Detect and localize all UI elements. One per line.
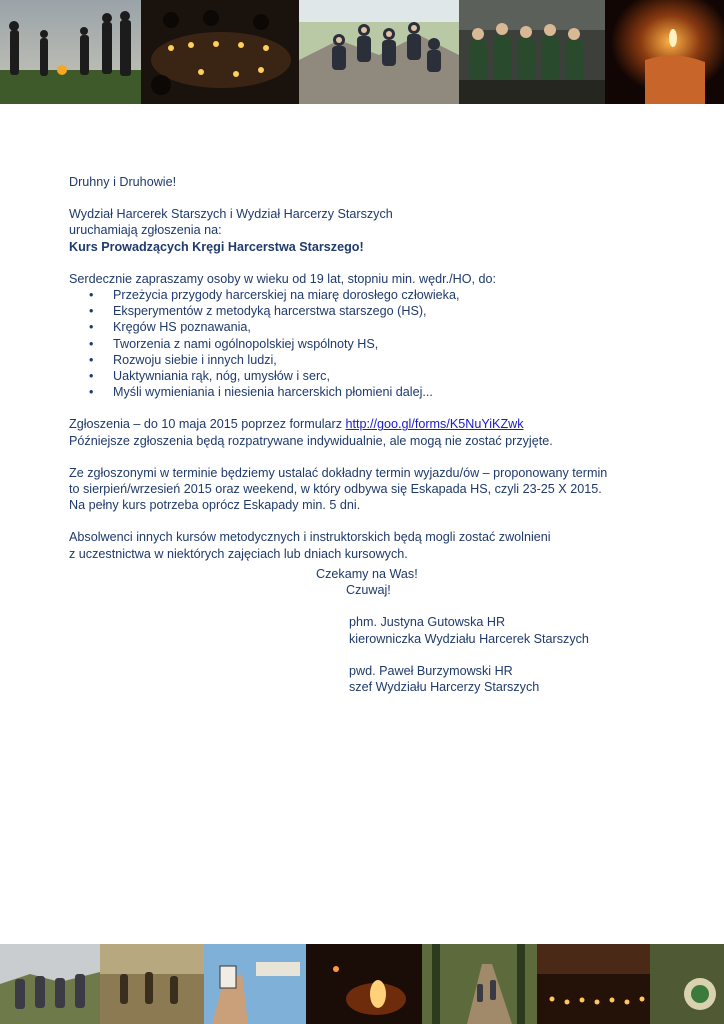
benefits-list	[69, 287, 669, 400]
list-item: • Myśli wymieniania i niesienia harcerskich płomieni dalej...	[69, 384, 669, 400]
schedule-line: Na pełny kurs potrzeba oprócz Eskapady min. 5 dni.	[69, 498, 361, 513]
graduates-line: Absolwenci innych kursów metodycznych i instruktorskich będą mogli zostać zwolnieni	[69, 530, 551, 545]
forest-path-photo	[422, 944, 537, 1024]
campfire-night-photo	[306, 944, 422, 1024]
deadline-paragraph	[69, 416, 669, 432]
form-link[interactable]: http://goo.gl/forms/K5NuYiKZwk	[345, 417, 524, 432]
top-photo-strip	[0, 0, 724, 104]
bottom-photo-strip	[0, 944, 724, 1024]
list-item: • Przeżycia przygody harcerskiej na miarę dorosłego człowieka,	[69, 287, 669, 303]
schedule-line: Ze zgłoszonymi w terminie będziemy ustalać dokładny termin wyjazdu/ów – proponowany termin	[69, 465, 608, 480]
late-note: Późniejsze zgłoszenia będą rozpatrywane indywidualnie, ale mogą nie zostać przyjęte.	[69, 433, 553, 448]
course-title: Kurs Prowadzących Kręgi Harcerstwa Starszego!	[69, 239, 364, 254]
list-item: • Uaktywniania rąk, nóg, umysłów i serc,	[69, 368, 669, 384]
list-item: • Rozwoju siebie i innych ludzi,	[69, 352, 669, 368]
silhouettes-at-dusk-photo	[0, 0, 141, 104]
signer-role: szef Wydziału Harcerzy Starszych	[349, 680, 540, 695]
forest-group-photo	[100, 944, 204, 1024]
list-item: • Eksperymentów z metodyką harcerstwa starszego (HS),	[69, 303, 669, 319]
list-item: • Tworzenia z nami ogólnopolskiej wspólnoty HS,	[69, 336, 669, 352]
letter-body	[69, 174, 669, 562]
group-on-rocks-photo	[299, 0, 459, 104]
signer-name: pwd. Paweł Burzymowski HR	[349, 663, 513, 678]
closing: Czekamy na Was!	[316, 567, 418, 581]
list-item: • Kręgów HS poznawania,	[69, 319, 669, 335]
candles-room-photo	[537, 944, 650, 1024]
candle-in-hand-photo	[605, 0, 724, 104]
invite-text: Serdecznie zapraszamy osoby w wieku od 19 lat, stopniu min. wędr./HO, do:	[69, 271, 496, 286]
signer-name: phm. Justyna Gutowska HR	[349, 615, 506, 630]
uniform-badge-photo	[650, 944, 724, 1024]
intro-line: uruchamiają zgłoszenia na:	[69, 223, 222, 238]
signer-role: kierowniczka Wydziału Harcerek Starszych	[349, 631, 589, 646]
group-hiking-photo	[0, 944, 100, 1024]
intro-line: Wydział Harcerek Starszych i Wydział Harcerzy Starszych	[69, 207, 393, 222]
group-indoors-photo	[459, 0, 605, 104]
salute: Czuwaj!	[346, 583, 391, 598]
candle-circle-photo	[141, 0, 299, 104]
graduates-line: z uczestnictwa w niektórych zajęciach lub dniach kursowych.	[69, 546, 408, 561]
greeting: Druhny i Druhowie!	[69, 175, 177, 189]
deadline-text: Zgłoszenia – do 10 maja 2015 poprzez formularz	[69, 417, 346, 432]
hand-with-card-photo	[204, 944, 306, 1024]
schedule-line: to sierpień/wrzesień 2015 oraz weekend, w który odbywa się Eskapada HS, czyli 23-25 X 2015.	[69, 482, 602, 497]
signoff	[316, 566, 589, 695]
